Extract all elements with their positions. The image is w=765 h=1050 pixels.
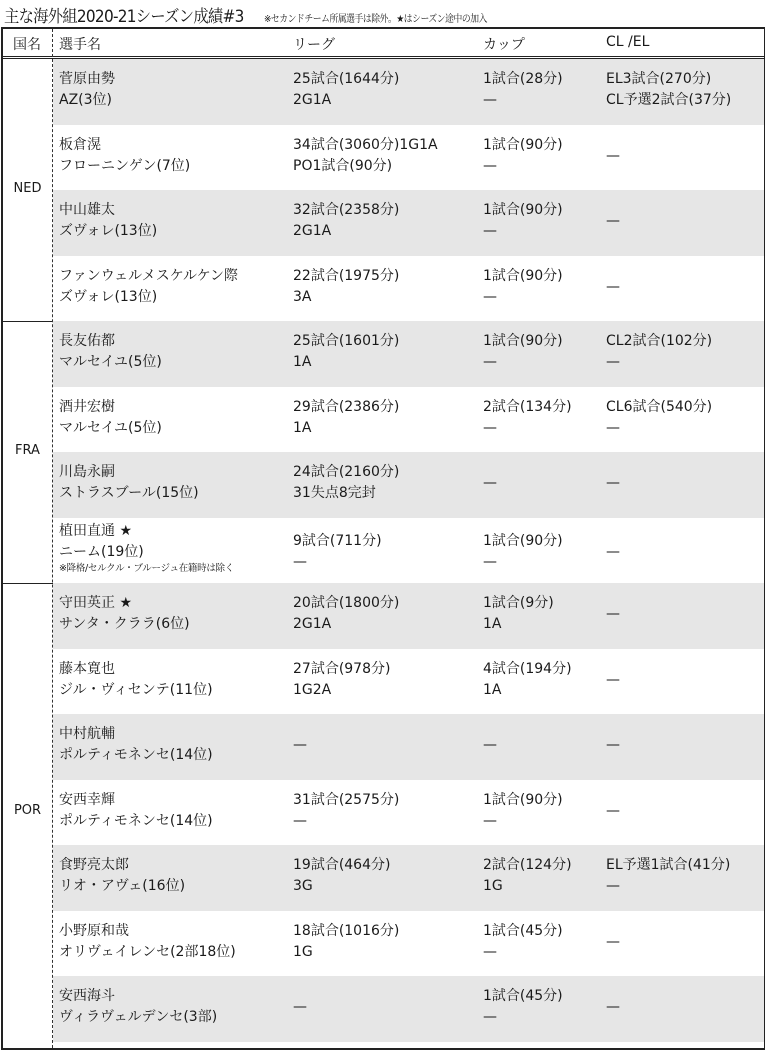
league-cell-line: 3A (293, 288, 312, 305)
cup-cell (483, 921, 563, 963)
table-row (53, 649, 764, 715)
cup-cell-line: 1試合(90分) (483, 267, 563, 284)
table-row (53, 518, 764, 584)
cup-cell (483, 473, 497, 494)
league-cell (293, 331, 399, 373)
league-cell (293, 531, 382, 573)
player-name: 中村航輔 (59, 726, 115, 742)
cup-cell-line: 1試合(9分) (483, 595, 554, 611)
league-cell-line: 31失点8完封 (293, 485, 376, 501)
league-cell-line: 2G1A (293, 92, 332, 108)
cup-cell-line: 1試合(90分) (483, 202, 563, 218)
cup-cell (483, 735, 497, 756)
player-cell (59, 69, 115, 111)
cup-cell-line: — (483, 419, 497, 436)
cl-el-cell-line: CL6試合(540分) (606, 398, 713, 415)
cl-el-cell-line: — (606, 543, 620, 560)
cup-cell-line: — (483, 812, 497, 829)
cup-cell (483, 397, 572, 439)
cup-cell (483, 135, 563, 177)
table-row (53, 911, 764, 977)
cl-el-cell-line: — (606, 737, 620, 753)
cup-cell-line: 4試合(194分) (483, 660, 572, 677)
player-name: 菅原由勢 (59, 71, 115, 87)
cl-el-cell-line: CL2試合(102分) (606, 333, 713, 349)
column-divider (52, 29, 53, 1048)
cl-el-cell-line: EL3試合(270分) (606, 71, 712, 87)
cl-el-cell (606, 670, 620, 691)
cl-el-cell-line: — (606, 475, 620, 491)
player-name: 藤本寛也 (59, 660, 115, 677)
cl-el-cell-line: CL予選2試合(37分) (606, 92, 732, 108)
league-cell-line: 19試合(464分) (293, 857, 391, 873)
club-name: ポルティモネンセ(14位) (59, 747, 213, 763)
cup-cell-line: — (483, 737, 497, 753)
cl-el-cell (606, 277, 620, 298)
cl-el-cell-line: — (606, 354, 620, 370)
header-note: ※セカンドチーム所属選手は除外。★はシーズン途中の加入 (264, 14, 488, 25)
club-name: ヴィラヴェルデンセ(3部) (59, 1009, 218, 1025)
cup-cell (483, 331, 563, 373)
cup-cell-line: — (483, 354, 497, 370)
cl-el-cell-line: — (606, 878, 620, 894)
table-row (53, 321, 764, 387)
player-name: 長友佑都 (59, 333, 115, 349)
player-cell (59, 790, 213, 832)
cl-el-cell (606, 69, 731, 111)
table-header (3, 29, 764, 59)
cup-cell-line: — (483, 1009, 497, 1025)
club-name: ニーム(19位) (59, 543, 144, 560)
col-league: リーグ (293, 37, 335, 53)
cl-el-cell-line: — (606, 606, 620, 622)
cup-cell (483, 593, 554, 635)
player-cell (59, 462, 199, 504)
cl-el-cell (606, 604, 620, 625)
league-cell (293, 462, 399, 504)
cl-el-cell-line: — (606, 419, 620, 436)
league-cell-line: 1A (293, 419, 312, 436)
cl-el-cell-line: — (606, 147, 620, 164)
cup-cell-line: — (483, 475, 497, 491)
cl-el-cell (606, 542, 620, 563)
cup-cell (483, 659, 572, 701)
player-name: 中山雄太 (59, 202, 115, 218)
cup-cell-line: 1試合(45分) (483, 922, 563, 939)
cup-cell-line: 1試合(90分) (483, 532, 563, 549)
cl-el-cell (606, 801, 620, 822)
league-cell-line: 9試合(711分) (293, 532, 382, 549)
table-row (53, 59, 764, 125)
cup-cell-line: — (483, 157, 497, 174)
cl-el-cell (606, 473, 620, 494)
league-cell-line: 20試合(1800分) (293, 595, 400, 611)
cup-cell-line: 2試合(124分) (483, 857, 572, 873)
cl-el-cell (606, 397, 712, 439)
league-cell (293, 855, 390, 897)
player-name: 食野亮太郎 (59, 857, 129, 873)
club-name: AZ(3位) (59, 92, 112, 108)
cl-el-cell-line: — (606, 213, 620, 229)
player-cell (59, 593, 190, 635)
table-row (53, 190, 764, 256)
player-cell (59, 855, 185, 897)
page-title: 主な海外組2020-21シーズン成績#3 (4, 7, 244, 27)
league-cell (293, 397, 399, 439)
table-row (53, 714, 764, 780)
cl-el-cell (606, 855, 730, 897)
club-name: オリヴェイレンセ(2部18位) (59, 943, 236, 960)
player-name: 川島永嗣 (59, 464, 115, 480)
league-cell-line: 1G2A (293, 681, 332, 698)
cl-el-cell-line: — (606, 671, 620, 688)
league-cell (293, 735, 307, 756)
cl-el-cell-line: EL予選1試合(41分) (606, 857, 731, 873)
cup-cell-line: 1A (483, 616, 502, 632)
cup-cell-line: 1G (483, 878, 503, 894)
cup-cell-line: 1試合(28分) (483, 71, 563, 87)
league-cell-line: 18試合(1016分) (293, 922, 400, 939)
player-name: 小野原和哉 (59, 922, 129, 939)
cup-cell-line: 1試合(90分) (483, 136, 563, 153)
cl-el-cell (606, 735, 620, 756)
league-cell-line: — (293, 812, 307, 829)
league-cell-line: 24試合(2160分) (293, 464, 400, 480)
club-name: フローニンゲン(7位) (59, 157, 191, 174)
league-cell-line: PO1試合(90分) (293, 157, 393, 174)
cup-cell (483, 855, 572, 897)
country-label: POR (13, 803, 42, 819)
player-name: 板倉滉 (59, 136, 101, 153)
league-cell-line: 31試合(2575分) (293, 791, 400, 808)
club-name: マルセイユ(5位) (59, 419, 162, 436)
cup-cell-line: 2試合(134分) (483, 398, 572, 415)
league-cell (293, 659, 390, 701)
cup-cell (483, 69, 563, 111)
player-cell (59, 397, 162, 439)
league-cell-line: 34試合(3060分)1G1A (293, 136, 438, 153)
player-name: 守田英正 ★ (59, 595, 133, 611)
col-player: 選手名 (59, 37, 101, 53)
league-cell-line: — (293, 737, 307, 753)
col-cup: カップ (483, 37, 525, 53)
club-name: ズヴォレ(13位) (59, 223, 158, 239)
table-row (53, 780, 764, 846)
country-label: NED (13, 181, 42, 196)
player-name: 安西幸輝 (59, 791, 115, 808)
footnote: ※降格/セルクル・ブルージュ在籍時は除く (59, 562, 234, 574)
league-cell-line: 2G1A (293, 223, 332, 239)
cup-cell-line: — (483, 288, 497, 305)
cl-el-cell (606, 997, 620, 1018)
league-cell-line: 29試合(2386分) (293, 398, 400, 415)
cl-el-cell-line: — (606, 278, 620, 295)
table-row (53, 256, 764, 322)
cup-cell-line: 1試合(45分) (483, 988, 563, 1004)
club-name: マルセイユ(5位) (59, 354, 162, 370)
col-country: 国名 (13, 37, 41, 53)
cl-el-cell-line: — (606, 802, 620, 819)
player-name: 植田直通 ★ (59, 522, 133, 539)
league-cell-line: — (293, 553, 307, 570)
club-name: リオ・アヴェ(16位) (59, 878, 186, 894)
player-cell (59, 724, 213, 766)
league-cell-line: 1G (293, 943, 313, 960)
cup-cell-line: — (483, 92, 497, 108)
league-cell (293, 593, 399, 635)
player-name: ファンウェルメスケルケン際 (59, 267, 239, 284)
table-row (53, 845, 764, 911)
league-cell (293, 921, 399, 963)
cup-cell-line: 1A (483, 681, 502, 698)
league-cell (293, 200, 399, 242)
league-cell-line: 25試合(1644分) (293, 71, 400, 87)
club-name: ジル・ヴィセンテ(11位) (59, 681, 213, 698)
cl-el-cell-line: — (606, 999, 620, 1015)
league-cell-line: 32試合(2358分) (293, 202, 400, 218)
cup-cell (483, 986, 563, 1028)
country-group-por (3, 583, 764, 1042)
player-cell (59, 921, 236, 963)
league-cell-line: 27試合(978分) (293, 660, 391, 677)
country-group-ned (3, 59, 764, 322)
cup-cell-line: — (483, 223, 497, 239)
league-cell-line: — (293, 999, 307, 1015)
table-row (53, 976, 764, 1042)
league-cell-line: 25試合(1601分) (293, 333, 400, 349)
title-bar (4, 2, 518, 27)
player-cell (59, 986, 217, 1028)
league-cell (293, 790, 399, 832)
player-name: 酒井宏樹 (59, 398, 115, 415)
league-cell-line: 1A (293, 354, 312, 370)
cl-el-cell-line: — (606, 933, 620, 950)
cup-cell (483, 200, 563, 242)
cup-cell-line: 1試合(90分) (483, 333, 563, 349)
cl-el-cell (606, 146, 620, 167)
table-row (53, 387, 764, 453)
country-group-fra (3, 321, 764, 584)
col-cl-el: CL /EL (606, 34, 650, 50)
player-cell (59, 200, 157, 242)
table-row (53, 583, 764, 649)
cup-cell (483, 790, 563, 832)
cl-el-cell (606, 331, 712, 373)
cl-el-cell (606, 932, 620, 953)
table-row (53, 125, 764, 191)
club-name: ストラスブール(15位) (59, 485, 199, 501)
club-name: ズヴォレ(13位) (59, 288, 158, 305)
league-cell (293, 69, 399, 111)
player-cell (59, 135, 190, 177)
player-cell (59, 659, 213, 701)
player-cell (59, 331, 162, 373)
league-cell (293, 266, 399, 308)
cup-cell-line: — (483, 943, 497, 960)
cup-cell (483, 266, 563, 308)
stats-table (1, 27, 765, 1050)
league-cell-line: 22試合(1975分) (293, 267, 400, 284)
cup-cell (483, 531, 563, 573)
league-cell-line: 2G1A (293, 616, 332, 632)
league-cell-line: 3G (293, 878, 313, 894)
league-cell (293, 997, 307, 1018)
cup-cell-line: — (483, 553, 497, 570)
table-row (53, 452, 764, 518)
player-cell (59, 521, 234, 575)
cup-cell-line: 1試合(90分) (483, 791, 563, 808)
club-name: サンタ・クララ(6位) (59, 616, 190, 632)
cl-el-cell (606, 211, 620, 232)
league-cell (293, 135, 438, 177)
player-cell (59, 266, 238, 308)
club-name: ポルティモネンセ(14位) (59, 812, 213, 829)
player-name: 安西海斗 (59, 988, 115, 1004)
country-label: FRA (15, 443, 40, 458)
